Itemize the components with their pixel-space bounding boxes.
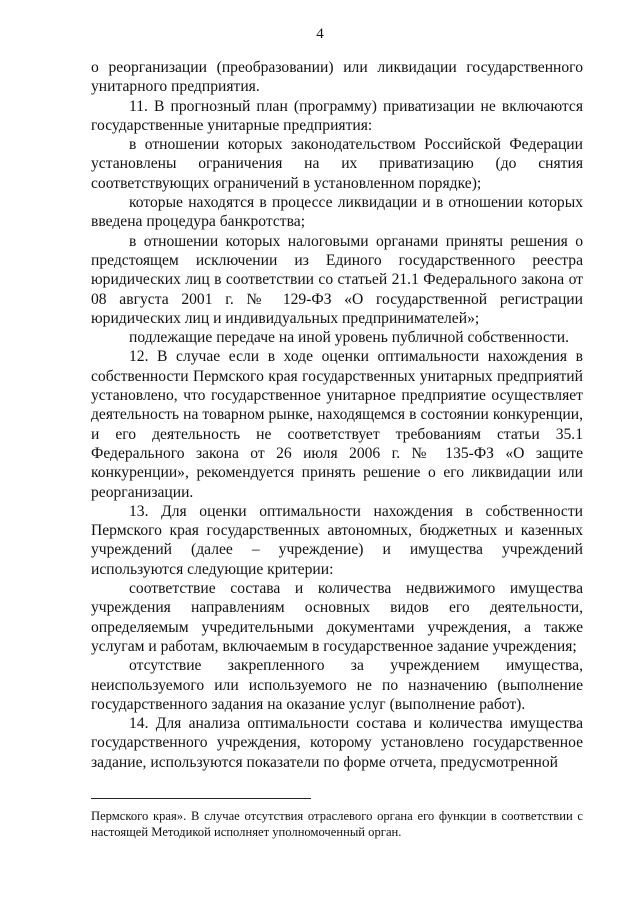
page-number: 4 (316, 26, 324, 42)
paragraph-item-13: 13. Для оценки оптимальности нахождения в собственности Пермского края государственных автономных, бюджетных и казенных учреждений (далее – учреждение) и имущества учреждений используются следующие критерии: (91, 502, 583, 578)
paragraph-item-11: 11. В прогнозный план (программу) приватизации не включаются государственные унитарные предприятия: (91, 97, 583, 134)
paragraph-item-12: 12. В случае если в ходе оценки оптимальности нахождения в собственности Пермского края государственных унитарных предприятий установлено, что государственное унитарное предприятие осуществляет деятельность на товарном рынке, находящемся в состоянии конкуренции, и его деятельность не соответствует требованиям статьи 35.1 Федерального закона от 26 июля 2006 г. № 135-ФЗ «О защите конкуренции», рекомендуется принять решение о его ликвидации или реорганизации. (91, 348, 583, 501)
paragraph-item-11-tax-exclusion: в отношении которых налоговыми органами приняты решения о предстоящем исключении из Единого государственного реестра юридических лиц в соответствии со статьей 21.1 Федерального закона от 08 августа 2001 г. № 129-ФЗ «О государственной регистрации юридических лиц и индивидуальных предпринимателей»; (91, 232, 583, 327)
footnote: Пермского края». В случае отсутствия отраслевого органа его функции в соответствии с настоящей Методикой исполняет уполномоченный орган. (91, 809, 583, 839)
paragraph-item-14: 14. Для анализа оптимальности состава и количества имущества государственного учреждения, которому установлено государственное задание, используются показатели по форме отчета, предусмотренной (91, 715, 583, 771)
paragraph-item-13-criterion-unused: отсутствие закрепленного за учреждением имущества, неиспользуемого или используемого не по назначению (выполнение государственного задания на оказание услуг (выполнение работ). (91, 657, 583, 713)
paragraph-item-11-liquidation: которые находятся в процессе ликвидации и в отношении которых введена процедура банкротства; (91, 194, 583, 231)
body-text (91, 58, 583, 772)
paragraph-intro-continuation: о реорганизации (преобразовании) или ликвидации государственного унитарного предприятия. (91, 59, 583, 96)
paragraph-item-11-restrictions: в отношении которых законодательством Российской Федерации установлены ограничения на их приватизацию (до снятия соответствующих ограничений в установленном порядке); (91, 136, 583, 192)
paragraph-item-13-criterion-composition: соответствие состава и количества недвижимого имущества учреждения направлениям основных видов его деятельности, определяемым учредительными документами учреждения, а также услугам и работам, включаемым в государственное задание учреждения; (91, 580, 583, 655)
paragraph-item-11-transfer: подлежащие передаче на иной уровень публичной собственности. (129, 329, 569, 347)
footnote-separator (91, 798, 311, 799)
